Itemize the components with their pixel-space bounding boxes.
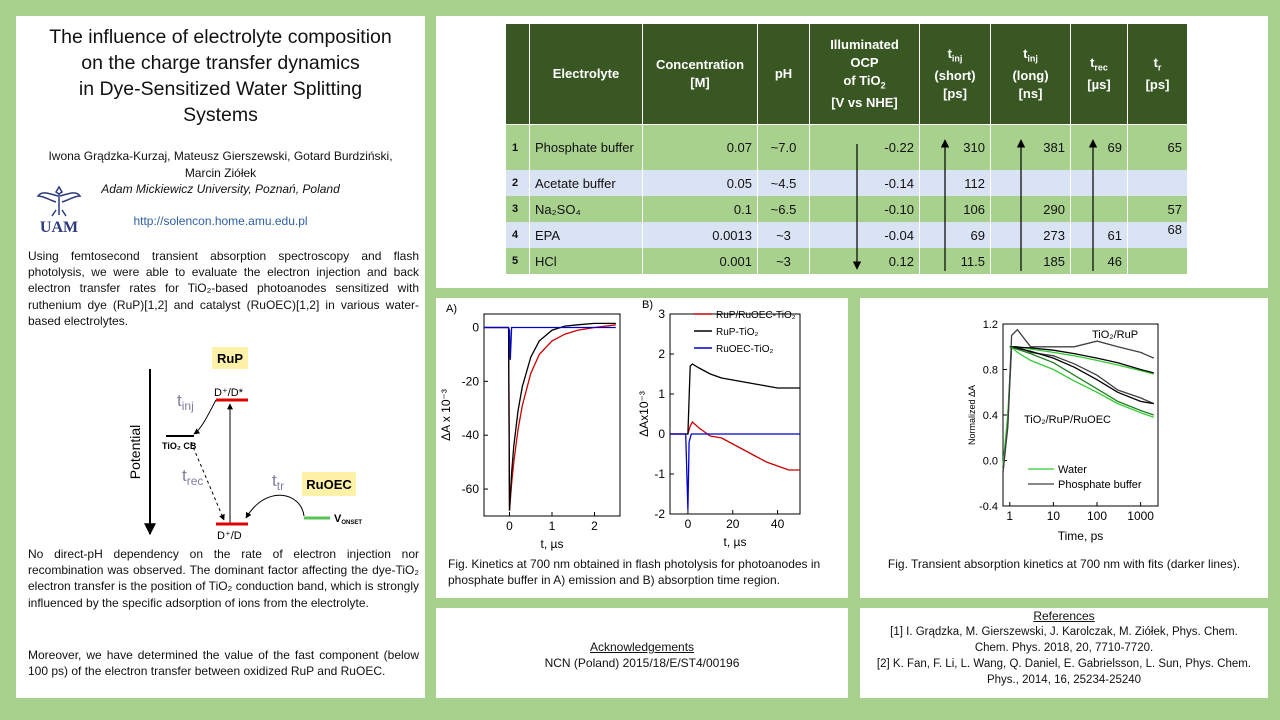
authors [16,148,425,182]
x-tick-label: 40 [770,517,785,531]
y-tick-label: 2 [658,347,665,361]
table-cell: 273 [991,222,1071,248]
transient-chart [860,298,1268,553]
table-cell: 0.0013 [643,222,758,248]
y-tick-label: -20 [461,374,479,389]
table-cell [1071,170,1128,196]
col-header-electrolyte: Electrolyte [530,24,643,125]
acknowledgements-panel [436,608,848,698]
col-header-concentration: Concentration [M] [643,24,758,125]
table-cell: -0.14 [810,170,920,196]
reference-line: [2] K. Fan, F. Li, L. Wang, Q. Daniel, E. Gabrielsson, L. Sun, Phys. Chem. [876,658,1252,670]
x-tick-label: 10 [1046,509,1061,523]
table-cell: 69 [1071,125,1128,171]
x-tick-label: 1000 [1127,509,1154,523]
table-cell: HCl [530,248,643,274]
col-header-trec: $t_{rec}$ [µs] [1071,24,1128,125]
table-cell: 112 [920,170,991,196]
table-cell: 185 [991,248,1071,274]
table-cell: 68 [1128,222,1188,248]
table-cell: 11.5 [920,248,991,274]
y-tick-label: 0 [472,320,479,335]
legend-label: Phosphate buffer [1058,479,1142,491]
table-cell: ~7.0 [758,125,810,171]
reference-line: Phys., 2014, 16, 25234-25240 [986,674,1142,686]
table-cell [991,170,1071,196]
plot-frame [484,314,620,516]
table-cell [1071,196,1128,222]
table-cell: 3 [506,196,530,222]
v-onset-label: VONSET [334,513,363,526]
intro-paragraph: Using femtosecond transient absorption spectroscopy and flash photolysis, we were able to evaluate the electron injection and back electron transfer rates for TiO₂-based photoanodes sensitized with ruthenium dye (RuP)[1,2] and catalyst (RuOEC)[1,2] in various water-based electrolytes. [28,249,419,328]
table-row [506,125,1188,171]
y-tick-label: -1 [654,467,665,481]
x-tick-label: 2 [591,519,598,533]
y-tick-label: 0.4 [982,410,998,422]
y-axis-label: ΔAx10⁻³ [637,391,651,437]
table-cell: Acetate buffer [530,170,643,196]
col-header-tr: $t_r$ [ps] [1128,24,1188,125]
y-axis-label: Normalized ΔA [967,384,977,446]
table-row [506,248,1188,274]
uam-logo [34,184,84,234]
x-tick-label: 1 [1006,509,1014,523]
energy-level-diagram [106,334,376,544]
x-tick-label: 100 [1086,509,1108,523]
table-cell: 0.001 [643,248,758,274]
logo-text: UAM [39,219,79,234]
table-cell: 0.1 [643,196,758,222]
t-rec-label: $t_{rec}$ [182,466,204,488]
title-line: The influence of electrolyte composition [49,26,392,48]
poster-title [16,24,425,128]
table-cell: ~3 [758,222,810,248]
ruoec-label: RuOEC [306,477,352,492]
table-cell: 0.05 [643,170,758,196]
transient-caption: Fig. Transient absorption kinetics at 700 nm with fits (darker lines). [887,557,1241,571]
potential-label: Potential [127,424,143,480]
table-cell: -0.04 [810,222,920,248]
ground-label: D⁺/D [217,530,242,542]
x-axis-label: t, µs [723,535,747,549]
legend-label: RuP-TiO₂ [716,327,759,338]
table-cell: -0.22 [810,125,920,171]
table-cell: ~3 [758,248,810,274]
affiliation: Adam Mickiewicz University, Poznań, Poland [101,182,340,196]
results-table [505,23,1188,274]
results-table-panel [436,16,1268,288]
col-header-ph: pH [758,24,810,125]
legend-label: RuP/RuOEC-TiO₂ [716,310,796,321]
y-tick-label: 0.0 [982,455,998,468]
reference-1 [860,624,1268,656]
references-heading: References [1033,609,1095,623]
y-tick-label: -2 [654,507,665,521]
y-tick-label: -60 [461,482,479,497]
table-row [506,222,1188,248]
table-cell: 5 [506,248,530,274]
table-cell: 65 [1128,125,1188,171]
injection-arrow [194,400,216,434]
tio2-cb-label: TiO₂ CB [162,441,197,451]
legend-label: Water [1058,464,1087,476]
table-cell: 290 [991,196,1071,222]
y-tick-label: 3 [658,307,665,321]
table-cell: 61 [1071,222,1128,248]
acknowledgements-text: NCN (Poland) 2015/18/E/ST4/00196 [544,656,740,670]
findings-paragraph-1: No direct-pH dependency on the rate of electron injection nor recombination was observed. The dominant factor affecting the dye-TiO₂ electron transfer is the position of TiO₂ conduction band, which is strongly influenced by the specific adsorption of ions from the electrolyte. [28,547,419,610]
reference-2 [860,656,1268,688]
t-tr-label: $t_{tr}$ [272,471,285,493]
y-tick-label: -0.4 [979,501,998,513]
title-line: on the charge transfer dynamics [81,52,360,74]
table-cell: Na₂SO₄ [530,196,643,222]
table-cell: 69 [920,222,991,248]
table-cell: 2 [506,170,530,196]
table-cell: -0.10 [810,196,920,222]
reference-line: [1] I. Grądzka, M. Gierszewski, J. Karolczak, M. Ziółek, Phys. Chem. [890,626,1238,638]
col-header-tinj-long: $t_{inj}$ (long) [ns] [991,24,1071,125]
x-tick-label: 20 [726,517,740,531]
series-line-2 [1003,330,1154,472]
t-inj-label: $t_{inj}$ [177,391,194,413]
col-header-index [506,24,530,125]
eagle-icon [38,187,80,216]
table-row [506,170,1188,196]
references-panel [860,608,1268,698]
series-line-1 [670,364,800,434]
col-header-tinj-short: $t_{inj}$ (short) [ps] [920,24,991,125]
panel-label-b: B) [642,299,653,311]
y-axis-label: ΔA x 10⁻³ [439,389,453,441]
x-axis-label: Time, ps [1057,529,1104,543]
y-tick-label: 0 [658,427,665,441]
rup-label: RuP [217,351,243,366]
table-cell: 106 [920,196,991,222]
table-cell: 381 [991,125,1071,171]
kinetics-caption: Fig. Kinetics at 700 nm obtained in flash photolysis for photoanodes in phosphate buffer in A) emission and B) absorption time region. [448,557,821,587]
table-cell: 0.12 [810,248,920,274]
x-tick-label: 0 [684,517,692,531]
flash-photolysis-panel [436,298,848,598]
table-cell [1128,170,1188,196]
table-cell: 0.07 [643,125,758,171]
table-cell: ~4.5 [758,170,810,196]
authors-line: Marcin Ziółek [184,166,257,180]
transfer-arrow [246,495,304,518]
y-tick-label: -40 [461,428,479,443]
x-axis-label: t, µs [540,537,564,551]
annotation-tio2-rup: TiO₂/RuP [1092,329,1139,341]
table-cell: ~6.5 [758,196,810,222]
y-tick-label: 1 [658,387,665,401]
y-tick-label: 1.2 [982,319,998,331]
table-cell: EPA [530,222,643,248]
poster-left-panel [16,16,425,698]
reference-line: Chem. Phys. 2018, 20, 7710-7720. [974,642,1154,654]
legend-label: RuOEC-TiO₂ [716,344,774,355]
table-cell: 1 [506,125,530,171]
annotation-tio2-rup-ruoec: TiO₂/RuP/RuOEC [1024,414,1111,426]
kinetics-charts [436,298,848,553]
excited-label: D⁺/D* [214,387,244,399]
y-tick-label: 0.8 [982,364,998,377]
findings-paragraph-2: Moreover, we have determined the value of the fast component (below 100 ps) of the electron transfer between oxidized RuP and RuOEC. [28,648,419,679]
table-row [506,196,1188,222]
project-url[interactable]: http://solencon.home.amu.edu.pl [133,214,308,228]
table-cell: 4 [506,222,530,248]
table-cell [1128,248,1188,274]
panel-label-a: A) [446,303,457,315]
table-cell: Phosphate buffer [530,125,643,171]
title-line: Systems [183,104,258,126]
table-cell: 310 [920,125,991,171]
table-header-row [506,24,1188,125]
title-line: in Dye-Sensitized Water Splitting [78,78,363,100]
series-line-1 [484,323,616,510]
x-tick-label: 0 [506,519,513,533]
authors-line: Iwona Grądzka-Kurzaj, Mateusz Gierszewski, Gotard Burdziński, [48,149,393,163]
x-tick-label: 1 [548,519,556,533]
col-header-ocp: Illuminated OCP of TiO$_2$ [V vs NHE] [810,24,920,125]
series-line-0 [484,325,616,511]
transient-absorption-panel [860,298,1268,598]
table-cell: 46 [1071,248,1128,274]
table-cell: 57 [1128,196,1188,222]
acknowledgements-heading: Acknowledgements [589,640,695,654]
